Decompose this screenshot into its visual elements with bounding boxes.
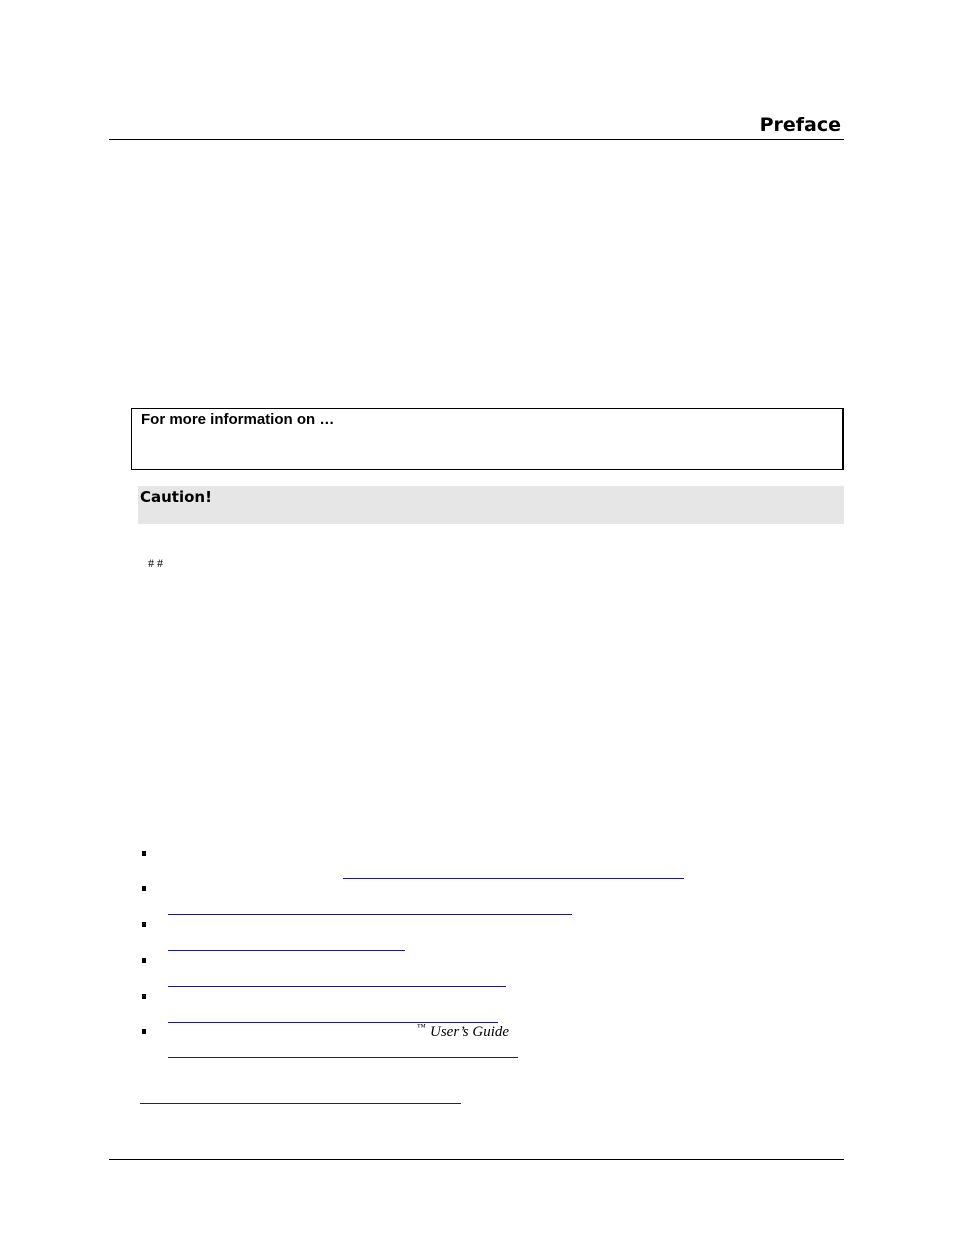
list-bullet: [142, 851, 146, 856]
list-bullet: [142, 994, 146, 999]
list-bullet: [142, 922, 146, 927]
users-guide-title: User’s Guide: [430, 1024, 510, 1040]
list-bullet: [142, 958, 146, 963]
page-header-title: Preface: [759, 114, 841, 136]
trademark-symbol: ™: [417, 1022, 426, 1032]
reference-link-6[interactable]: [168, 1057, 518, 1058]
caution-heading: Caution!: [140, 488, 212, 506]
reference-link-2[interactable]: [168, 914, 572, 915]
footer-rule: [109, 1159, 844, 1160]
list-bullet: [142, 886, 146, 891]
reference-link-5[interactable]: [168, 1022, 498, 1023]
hash-marks: # #: [148, 556, 163, 570]
more-info-heading: For more information on …: [141, 411, 335, 428]
footer-reference-link[interactable]: [140, 1103, 461, 1104]
caution-box: [138, 486, 844, 524]
reference-link-3[interactable]: [168, 950, 405, 951]
header-rule: [109, 139, 844, 140]
reference-link-1[interactable]: [343, 878, 684, 879]
list-bullet: [142, 1029, 146, 1034]
more-info-box: [131, 408, 844, 470]
reference-link-4[interactable]: [168, 986, 506, 987]
